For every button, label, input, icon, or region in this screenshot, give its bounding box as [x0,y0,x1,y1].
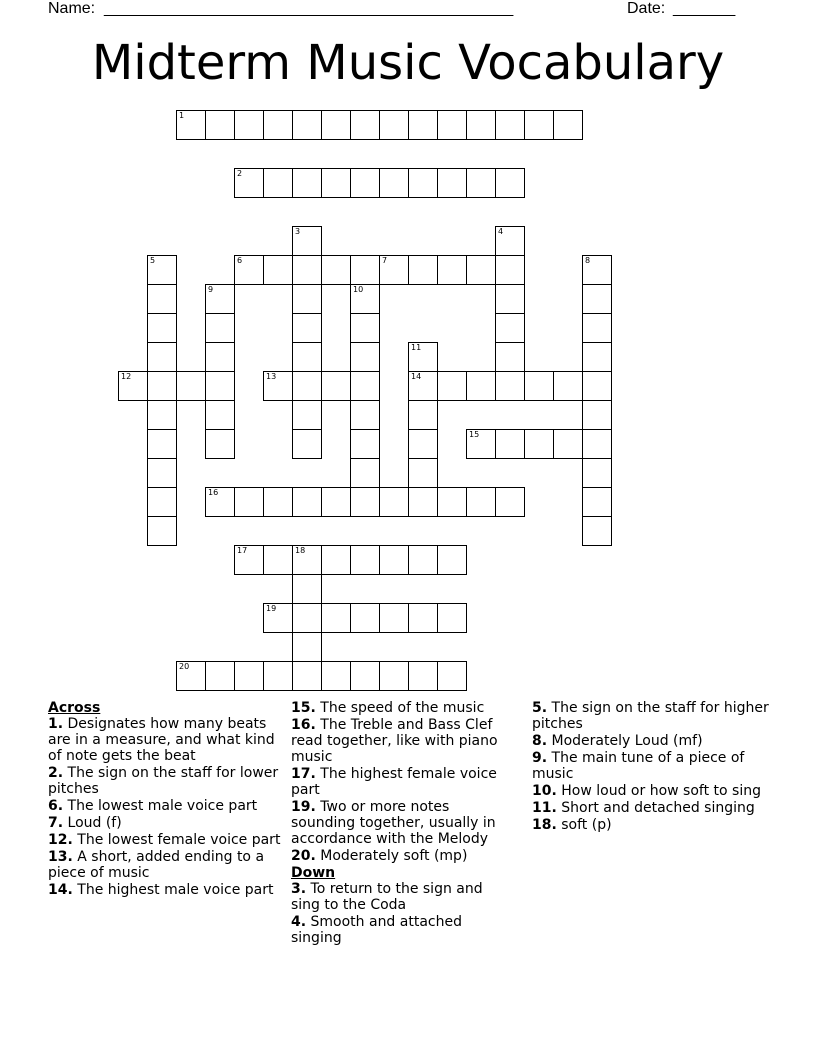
clue-number: 5. [532,700,548,716]
grid-cell[interactable] [147,458,177,488]
grid-cell[interactable] [408,458,438,488]
clue-text: The Treble and Bass Clef read together, like with piano music [291,717,498,765]
grid-cell[interactable] [379,255,409,285]
grid-cell[interactable] [350,371,380,401]
grid-cell[interactable] [437,545,467,575]
grid-cell[interactable] [321,110,351,140]
grid-cell[interactable] [582,313,612,343]
clue-number: 20. [291,848,316,864]
clue-number-label: 19 [266,604,277,613]
grid-cell[interactable] [350,545,380,575]
grid-cell[interactable] [292,168,322,198]
grid-cell[interactable] [379,487,409,517]
grid-cell[interactable] [408,255,438,285]
grid-cell[interactable] [524,371,554,401]
grid-cell[interactable] [495,110,525,140]
grid-cell[interactable] [466,168,496,198]
grid-cell[interactable] [582,371,612,401]
grid-cell[interactable] [263,661,293,691]
grid-cell[interactable] [408,110,438,140]
clue-across-2 [48,765,282,797]
grid-cell[interactable] [292,313,322,343]
clue-number: 11. [532,800,557,816]
grid-cell[interactable] [205,342,235,372]
clue-text: Smooth and attached singing [291,914,462,946]
grid-cell[interactable] [553,371,583,401]
clue-number: 13. [48,849,73,865]
clue-across-12 [48,832,282,848]
grid-cell[interactable] [582,458,612,488]
clue-across-7 [48,815,282,831]
grid-cell[interactable] [263,487,293,517]
grid-cell[interactable] [495,284,525,314]
clue-number: 2. [48,765,64,781]
grid-cell[interactable] [263,603,293,633]
grid-cell[interactable] [147,371,177,401]
grid-cell[interactable] [350,313,380,343]
grid-cell[interactable] [292,226,322,256]
clue-text: Designates how many beats are in a measure, and what kind of note gets the beat [48,716,275,764]
grid-cell[interactable] [147,516,177,546]
grid-cell[interactable] [437,487,467,517]
clue-number-label: 12 [121,372,132,381]
grid-cell[interactable] [147,487,177,517]
clue-across-6 [48,798,282,814]
grid-cell[interactable] [263,110,293,140]
grid-cell[interactable] [582,255,612,285]
clue-number-label: 10 [353,285,364,294]
grid-cell[interactable] [147,313,177,343]
clue-number-label: 15 [469,430,480,439]
grid-cell[interactable] [350,661,380,691]
grid-cell[interactable] [379,661,409,691]
grid-cell[interactable] [495,168,525,198]
grid-cell[interactable] [263,255,293,285]
grid-cell[interactable] [350,342,380,372]
grid-cell[interactable] [147,284,177,314]
grid-cell[interactable] [147,429,177,459]
clue-across-15 [291,700,516,716]
header-line [48,0,768,20]
grid-cell[interactable] [205,487,235,517]
clue-number: 14. [48,882,73,898]
grid-cell[interactable] [408,661,438,691]
clue-text: The lowest male voice part [67,798,258,814]
grid-cell[interactable] [495,255,525,285]
grid-cell[interactable] [582,342,612,372]
clue-across-20 [291,848,516,864]
name-field[interactable]: ______________________________________________ [104,0,514,17]
grid-cell[interactable] [408,168,438,198]
grid-cell[interactable] [205,313,235,343]
grid-cell[interactable] [466,371,496,401]
clue-down-10 [532,783,772,799]
clue-text: The sign on the staff for higher pitches [532,700,769,732]
grid-cell[interactable] [292,661,322,691]
name-label: Name: [48,0,96,17]
grid-cell[interactable] [582,429,612,459]
grid-cell[interactable] [408,545,438,575]
grid-cell[interactable] [234,110,264,140]
grid-cell[interactable] [582,400,612,430]
clue-number: 1. [48,716,64,732]
clue-text: How loud or how soft to sing [561,783,761,799]
grid-cell[interactable] [408,429,438,459]
clue-number-label: 7 [382,256,388,265]
grid-cell[interactable] [234,661,264,691]
across-heading: Across [48,700,101,716]
grid-cell[interactable] [379,603,409,633]
grid-cell[interactable] [350,400,380,430]
grid-cell[interactable] [321,661,351,691]
grid-cell[interactable] [379,168,409,198]
grid-cell[interactable] [582,487,612,517]
clue-number: 10. [532,783,557,799]
grid-cell[interactable] [205,371,235,401]
grid-cell[interactable] [321,168,351,198]
grid-cell[interactable] [234,487,264,517]
clue-down-9 [532,750,772,782]
grid-cell[interactable] [205,110,235,140]
grid-cell[interactable] [553,429,583,459]
grid-cell[interactable] [437,371,467,401]
clue-number-label: 20 [179,662,190,671]
grid-cell[interactable] [350,168,380,198]
clue-text: To return to the sign and sing to the Coda [291,881,483,913]
grid-cell[interactable] [176,661,206,691]
grid-cell[interactable] [466,255,496,285]
clue-text: soft (p) [561,817,612,833]
grid-cell[interactable] [321,545,351,575]
grid-cell[interactable] [437,661,467,691]
grid-cell[interactable] [408,487,438,517]
grid-cell[interactable] [205,661,235,691]
grid-cell[interactable] [321,487,351,517]
grid-cell[interactable] [292,487,322,517]
grid-cell[interactable] [350,603,380,633]
grid-cell[interactable] [234,255,264,285]
grid-cell[interactable] [292,110,322,140]
grid-cell[interactable] [176,110,206,140]
page-title: Midterm Music Vocabulary [91,35,725,91]
grid-cell[interactable] [495,371,525,401]
clue-text: The highest male voice part [77,882,274,898]
clue-number: 4. [291,914,307,930]
clue-text: The speed of the music [320,700,485,716]
clue-number: 3. [291,881,307,897]
grid-cell[interactable] [408,342,438,372]
grid-cell[interactable] [379,110,409,140]
clue-text: Short and detached singing [561,800,755,816]
clue-number-label: 8 [585,256,591,265]
grid-cell[interactable] [350,255,380,285]
clue-number-label: 11 [411,343,422,352]
grid-cell[interactable] [321,371,351,401]
grid-cell[interactable] [437,603,467,633]
clue-number-label: 2 [237,169,243,178]
grid-cell[interactable] [408,603,438,633]
clue-column-3 [532,700,772,834]
clue-across-16 [291,717,516,765]
down-heading: Down [291,865,336,881]
grid-cell[interactable] [147,400,177,430]
grid-cell[interactable] [263,371,293,401]
grid-cell[interactable] [466,487,496,517]
clue-across-1 [48,716,282,764]
grid-cell[interactable] [176,371,206,401]
clue-text: Loud (f) [67,815,122,831]
clue-text: A short, added ending to a piece of music [48,849,265,881]
clue-number: 15. [291,700,316,716]
clue-text: Moderately soft (mp) [320,848,468,864]
clue-column-2 [291,700,516,947]
grid-cell[interactable] [292,371,322,401]
grid-cell[interactable] [205,429,235,459]
grid-cell[interactable] [234,545,264,575]
grid-cell[interactable] [437,110,467,140]
clue-down-11 [532,800,772,816]
clue-number-label: 5 [150,256,156,265]
grid-cell[interactable] [292,400,322,430]
clue-text: The main tune of a piece of music [532,750,745,782]
clue-list [48,700,778,960]
clue-number-label: 13 [266,372,277,381]
grid-cell[interactable] [321,255,351,285]
grid-cell[interactable] [495,429,525,459]
clue-across-14 [48,882,282,898]
clue-number-label: 16 [208,488,219,497]
clue-text: Moderately Loud (mf) [551,733,703,749]
clue-number: 18. [532,817,557,833]
clue-number-label: 3 [295,227,301,236]
date-label: Date: [627,0,666,17]
grid-cell[interactable] [379,545,409,575]
clue-number-label: 17 [237,546,248,555]
clue-number: 9. [532,750,548,766]
grid-cell[interactable] [292,255,322,285]
date-field[interactable]: _______ [673,0,736,17]
grid-cell[interactable] [495,342,525,372]
grid-cell[interactable] [466,429,496,459]
grid-cell[interactable] [118,371,148,401]
clue-number: 7. [48,815,64,831]
grid-cell[interactable] [524,429,554,459]
grid-cell[interactable] [147,255,177,285]
clue-number: 17. [291,766,316,782]
grid-cell[interactable] [350,284,380,314]
grid-cell[interactable] [582,284,612,314]
grid-cell[interactable] [292,603,322,633]
clue-down-4 [291,914,516,946]
clue-down-3 [291,881,516,913]
grid-cell[interactable] [437,255,467,285]
grid-cell[interactable] [263,545,293,575]
grid-cell[interactable] [292,429,322,459]
grid-cell[interactable] [147,342,177,372]
grid-cell[interactable] [292,342,322,372]
grid-cell[interactable] [321,603,351,633]
grid-cell[interactable] [292,574,322,604]
grid-cell[interactable] [553,110,583,140]
grid-cell[interactable] [408,371,438,401]
clue-across-17 [291,766,516,798]
clue-number: 12. [48,832,73,848]
clue-number-label: 9 [208,285,214,294]
clue-number-label: 14 [411,372,422,381]
clue-number-label: 6 [237,256,243,265]
clue-number-label: 1 [179,111,185,120]
grid-cell[interactable] [205,400,235,430]
clue-text: The highest female voice part [291,766,497,798]
grid-cell[interactable] [524,110,554,140]
clue-column-1 [48,700,282,899]
grid-cell[interactable] [350,110,380,140]
clue-text: The sign on the staff for lower pitches [48,765,279,797]
clue-number: 6. [48,798,64,814]
clue-number-label: 18 [295,546,306,555]
grid-cell[interactable] [350,487,380,517]
clue-across-19 [291,799,516,847]
clue-text: The lowest female voice part [77,832,281,848]
grid-cell[interactable] [292,284,322,314]
grid-cell[interactable] [466,110,496,140]
clue-number: 8. [532,733,548,749]
clue-across-13 [48,849,282,881]
clue-text: Two or more notes sounding together, usually in accordance with the Melody [291,799,496,847]
clue-down-8 [532,733,772,749]
grid-cell[interactable] [205,284,235,314]
clue-number: 16. [291,717,316,733]
grid-cell[interactable] [408,400,438,430]
grid-cell[interactable] [495,313,525,343]
grid-cell[interactable] [495,487,525,517]
grid-cell[interactable] [437,168,467,198]
grid-cell[interactable] [263,168,293,198]
clue-number-label: 4 [498,227,504,236]
grid-cell[interactable] [292,545,322,575]
grid-cell[interactable] [350,458,380,488]
grid-cell[interactable] [582,516,612,546]
grid-cell[interactable] [234,168,264,198]
clue-number: 19. [291,799,316,815]
clue-down-5 [532,700,772,732]
grid-cell[interactable] [292,632,322,662]
grid-cell[interactable] [495,226,525,256]
grid-cell[interactable] [350,429,380,459]
clue-down-18 [532,817,772,833]
